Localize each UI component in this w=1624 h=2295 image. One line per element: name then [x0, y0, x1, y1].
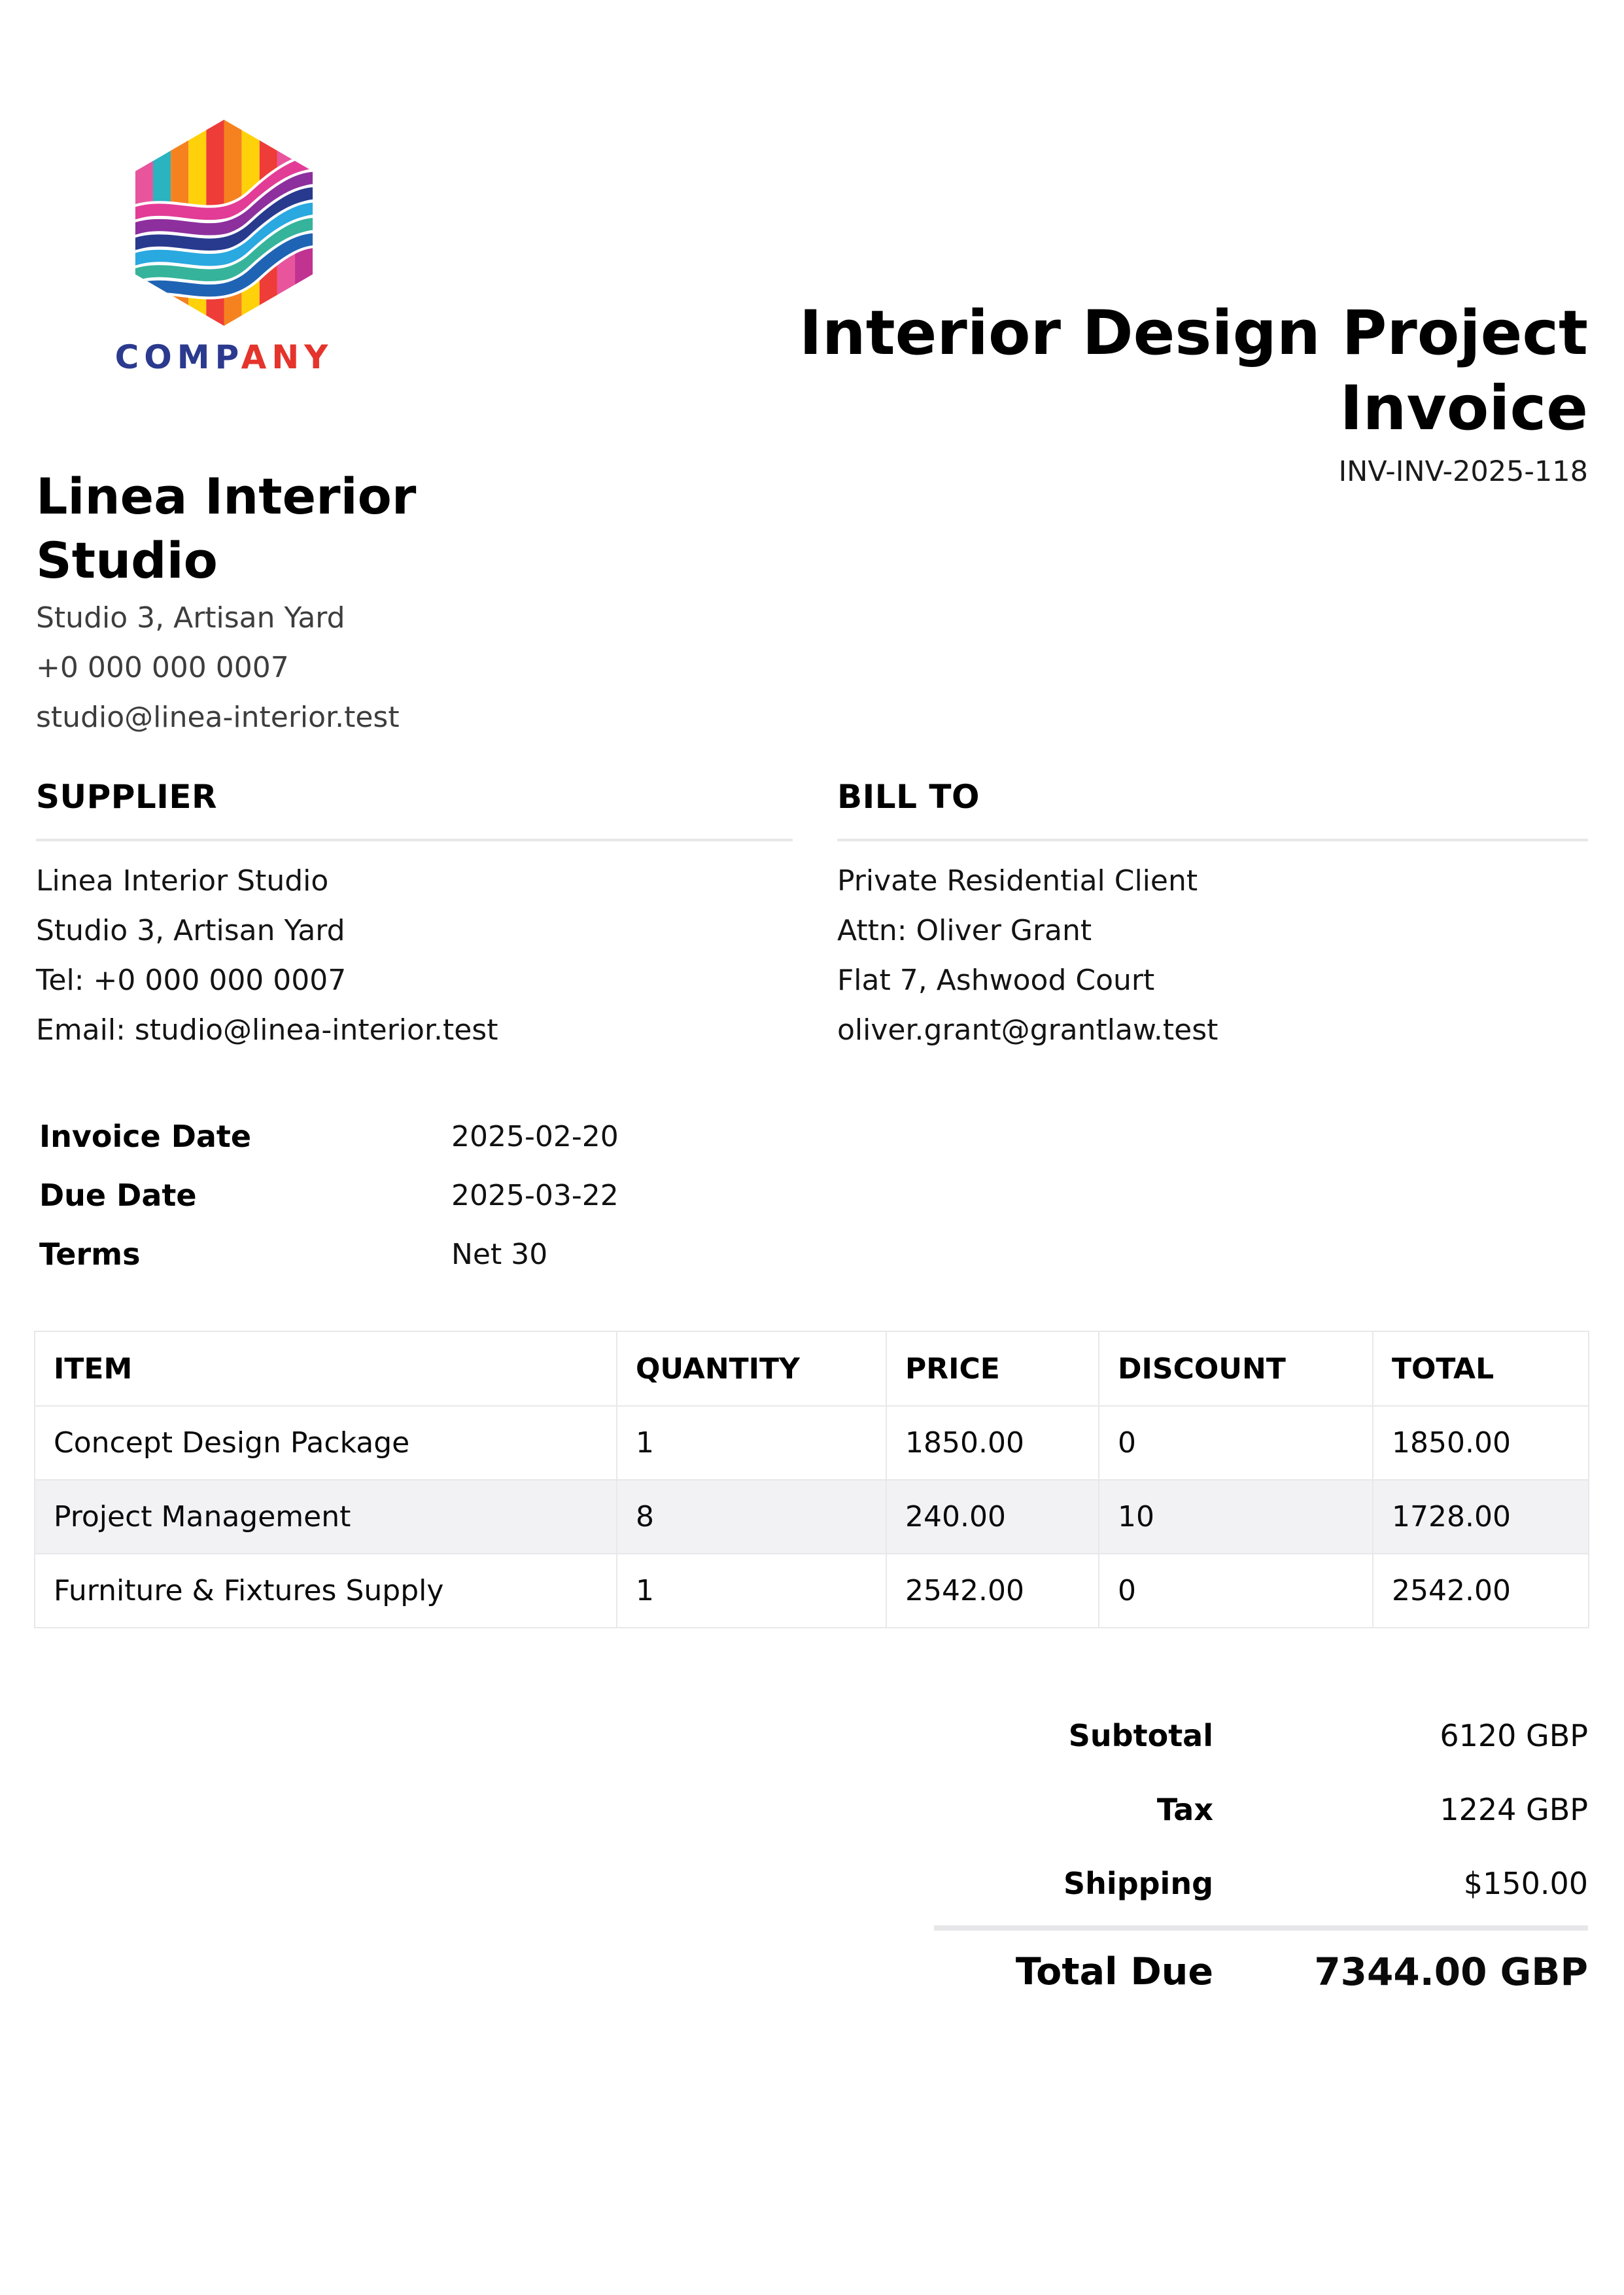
item-quantity-cell: 1 [617, 1406, 886, 1480]
item-name-cell: Concept Design Package [35, 1406, 617, 1480]
items-table [34, 1331, 1589, 1628]
column-header-item: ITEM [35, 1331, 617, 1406]
item-total-cell: 1850.00 [1373, 1406, 1589, 1480]
supplier-email: Email: studio@linea-interior.test [36, 1013, 498, 1047]
table-row [35, 1406, 1589, 1480]
bill-to-section [837, 779, 1588, 1064]
bill-to-heading: BILL TO [837, 778, 980, 816]
invoice-date-label: Invoice Date [39, 1119, 252, 1154]
invoice-number: INV-INV-2025-118 [1338, 455, 1588, 488]
item-name-cell: Furniture & Fixtures Supply [35, 1554, 617, 1628]
document-title [799, 296, 1588, 446]
totals-divider [934, 1925, 1588, 1931]
subtotal-label: Subtotal [1068, 1717, 1213, 1753]
meta-row-due-date [36, 1166, 821, 1225]
item-quantity-cell: 1 [617, 1554, 886, 1628]
parties-section [36, 779, 1588, 1064]
invoice-date-value: 2025-02-20 [451, 1119, 619, 1153]
bill-to-address: Flat 7, Ashwood Court [837, 964, 1155, 997]
column-header-quantity: QUANTITY [617, 1331, 886, 1406]
document-title-line2: Invoice [1339, 373, 1588, 444]
shipping-row [934, 1846, 1588, 1920]
company-name-line1: Linea Interior [36, 467, 417, 525]
item-discount-cell: 0 [1099, 1554, 1373, 1628]
column-header-total: TOTAL [1373, 1331, 1589, 1406]
tax-label: Tax [1156, 1791, 1213, 1827]
company-logo-wordmark [82, 339, 366, 376]
bill-to-email: oliver.grant@grantlaw.test [837, 1013, 1218, 1047]
total-due-label: Total Due [1015, 1950, 1213, 1993]
table-row [35, 1480, 1589, 1554]
shipping-label: Shipping [1063, 1865, 1213, 1901]
supplier-heading: SUPPLIER [36, 778, 218, 816]
item-price-cell: 2542.00 [886, 1554, 1099, 1628]
title-block [799, 296, 1588, 488]
bill-to-divider [837, 839, 1588, 841]
company-contact [36, 602, 400, 751]
item-name-cell: Project Management [35, 1480, 617, 1554]
company-name-line2: Studio [36, 531, 218, 589]
document-title-line1: Interior Design Project [799, 298, 1588, 369]
company-address: Studio 3, Artisan Yard [36, 601, 345, 635]
item-total-cell: 1728.00 [1373, 1480, 1589, 1554]
due-date-value: 2025-03-22 [451, 1178, 619, 1212]
subtotal-value: 6120 GBP [1440, 1717, 1588, 1753]
company-phone: +0 000 000 0007 [36, 651, 289, 684]
logo-word-primary: COMP [114, 338, 241, 376]
terms-label: Terms [39, 1236, 141, 1272]
supplier-phone: Tel: +0 000 000 0007 [36, 964, 347, 997]
bill-to-attn: Attn: Oliver Grant [837, 914, 1092, 947]
total-due-value: 7344.00 GBP [1314, 1949, 1588, 1994]
company-logo-icon [114, 113, 334, 335]
column-header-discount: DISCOUNT [1099, 1331, 1373, 1406]
logo-word-accent: ANY [241, 338, 334, 376]
subtotal-row [934, 1698, 1588, 1772]
total-due-row [934, 1931, 1588, 2012]
tax-row [934, 1772, 1588, 1846]
tax-value: 1224 GBP [1440, 1791, 1588, 1827]
item-price-cell: 1850.00 [886, 1406, 1099, 1480]
items-table-header-row [35, 1331, 1589, 1406]
item-discount-cell: 10 [1099, 1480, 1373, 1554]
bill-to-client: Private Residential Client [837, 864, 1198, 898]
due-date-label: Due Date [39, 1178, 197, 1213]
table-row [35, 1554, 1589, 1628]
invoice-meta [36, 1107, 821, 1284]
company-name [36, 464, 416, 593]
totals-section [934, 1698, 1588, 2012]
supplier-section [36, 779, 793, 1064]
supplier-name: Linea Interior Studio [36, 864, 329, 898]
item-total-cell: 2542.00 [1373, 1554, 1589, 1628]
supplier-address: Studio 3, Artisan Yard [36, 914, 345, 947]
meta-row-terms [36, 1225, 821, 1284]
item-price-cell: 240.00 [886, 1480, 1099, 1554]
supplier-divider [36, 839, 793, 841]
column-header-price: PRICE [886, 1331, 1099, 1406]
terms-value: Net 30 [451, 1237, 548, 1271]
item-discount-cell: 0 [1099, 1406, 1373, 1480]
company-email: studio@linea-interior.test [36, 701, 400, 734]
shipping-value: $150.00 [1463, 1865, 1588, 1901]
meta-row-invoice-date [36, 1107, 821, 1166]
item-quantity-cell: 8 [617, 1480, 886, 1554]
